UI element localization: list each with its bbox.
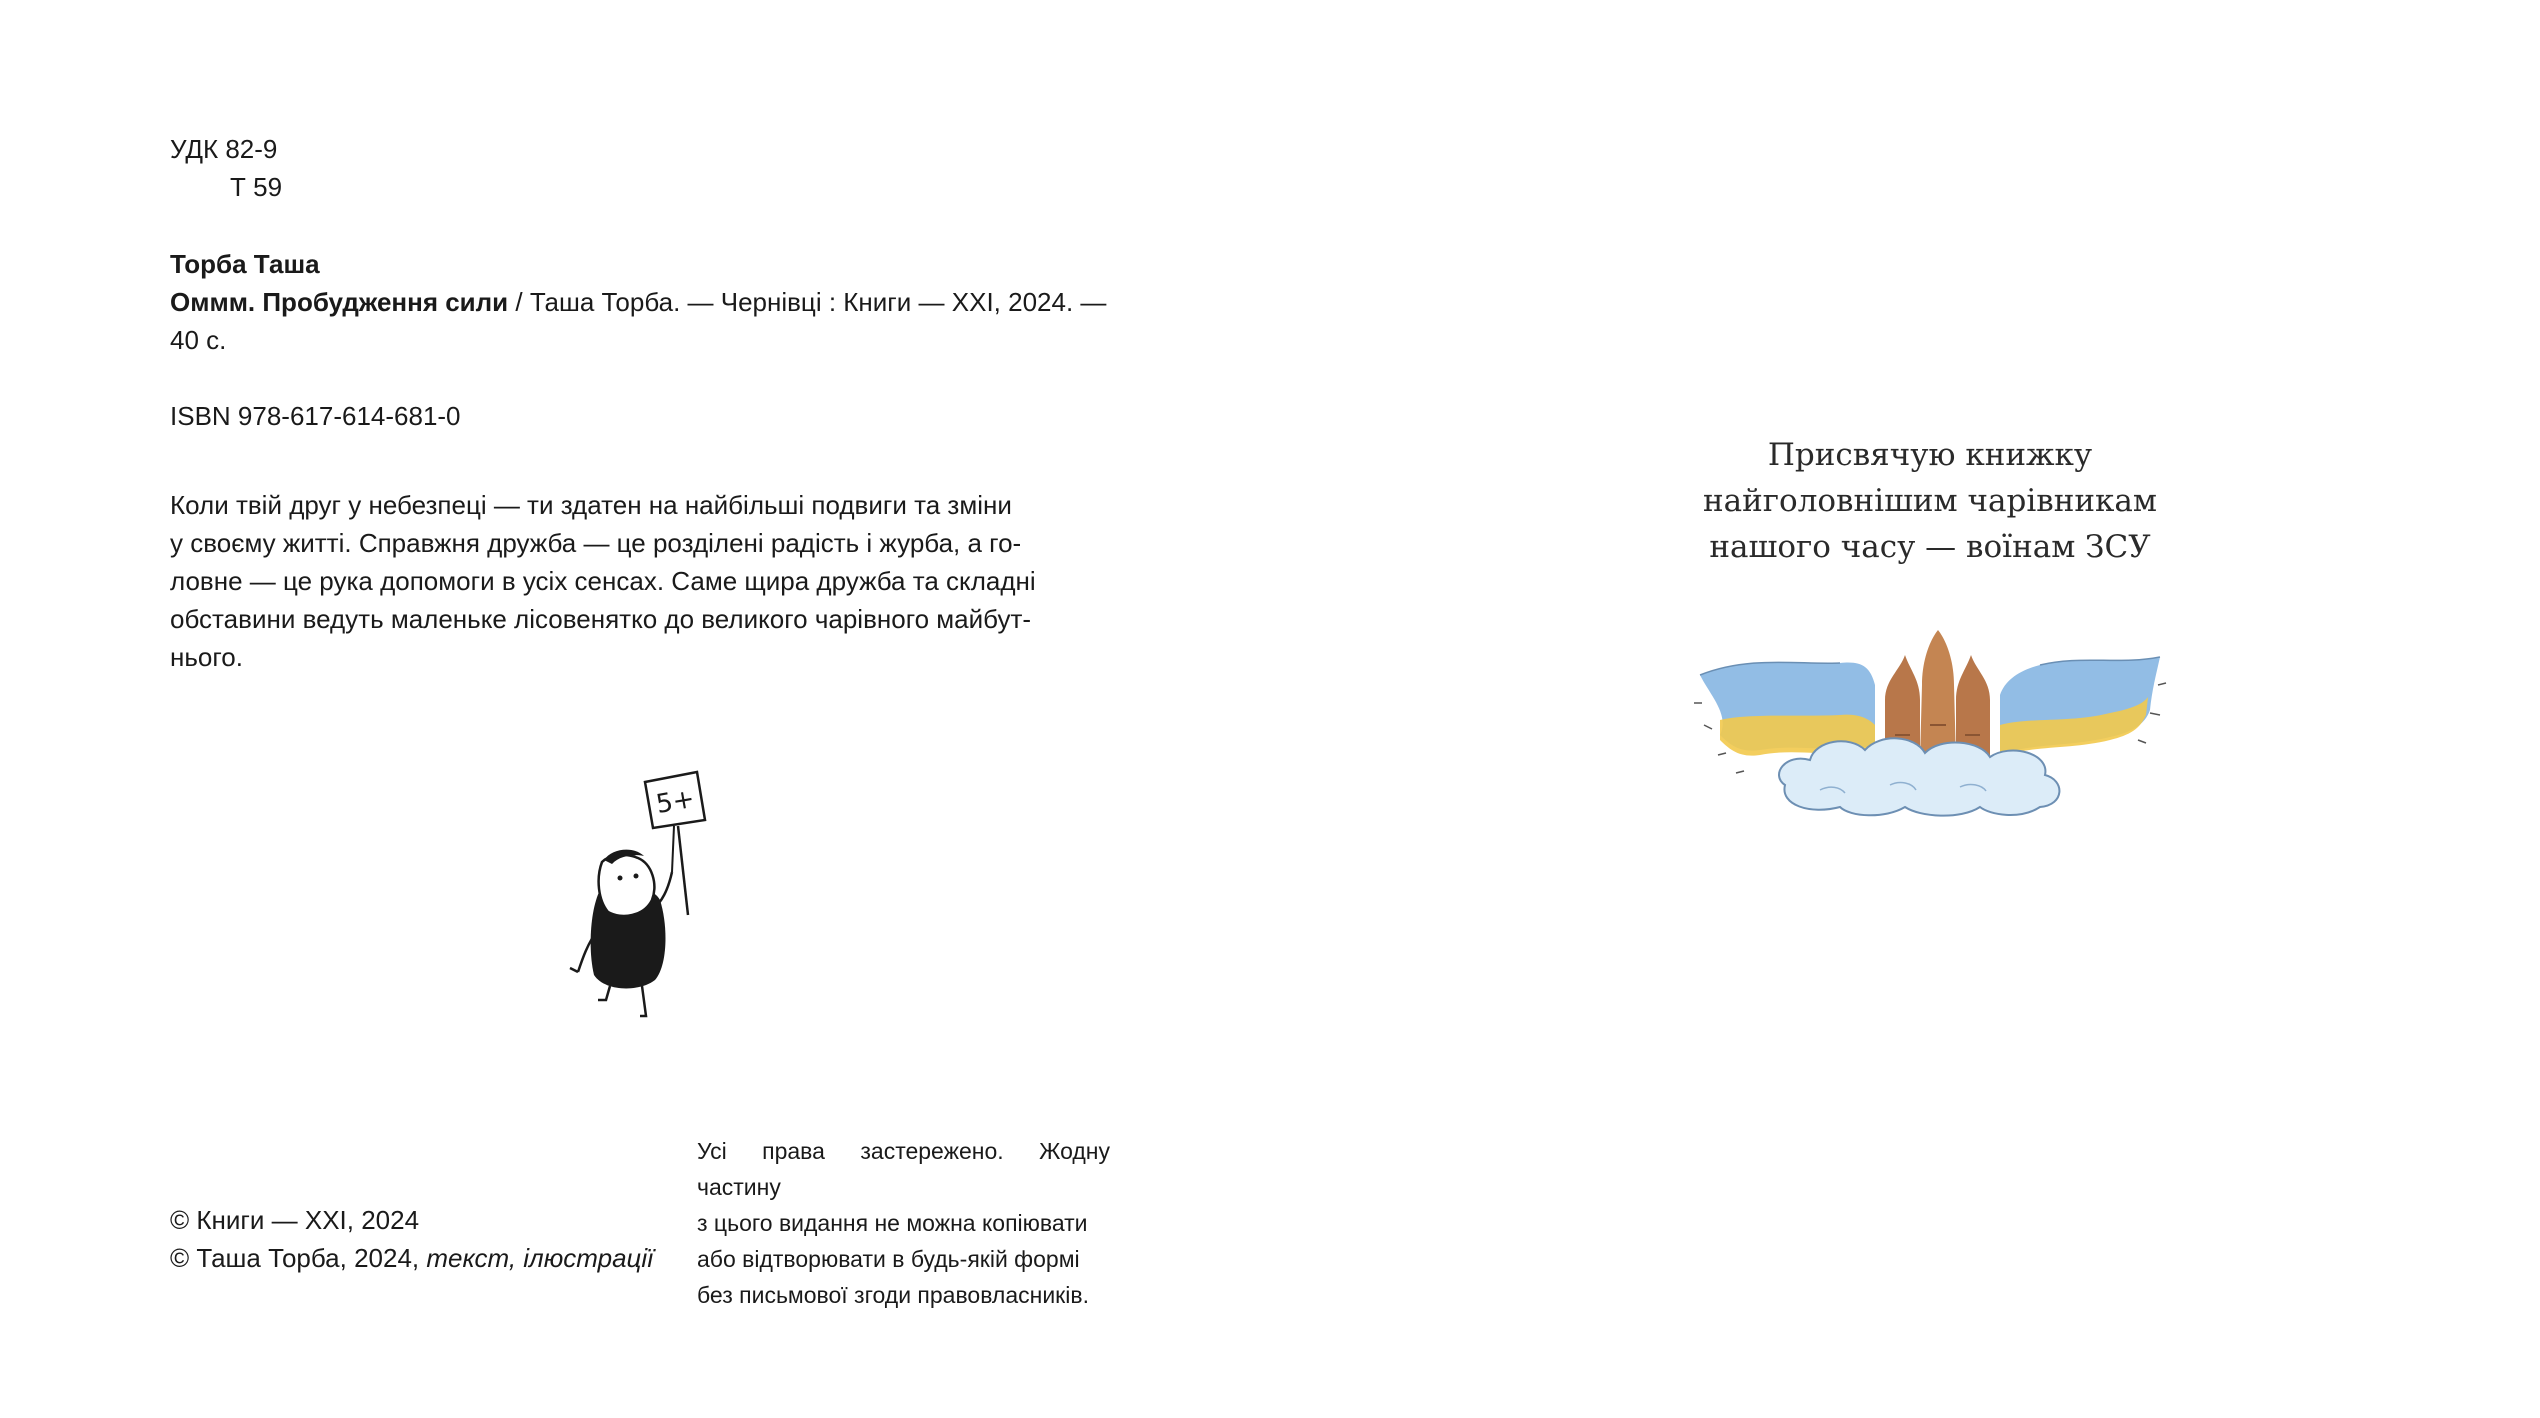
age-sign-label: 5+ [653, 783, 697, 821]
rights-line: Усі права застережено. Жодну частину [697, 1138, 1110, 1200]
dedication-line: Присвячую книжку [1767, 437, 2093, 473]
copyright-block [170, 1201, 730, 1277]
right-flag-icon [2000, 657, 2160, 757]
dedication-line: найголовнішим чарівникам [1702, 483, 2158, 519]
copyright-publisher: © Книги — ХХІ, 2024 [170, 1205, 420, 1235]
biblio-title: Оммм. Пробудження сили [170, 287, 509, 317]
annotation-line: обставини ведуть маленьке лісовенятко до великого чарівного майбут- [170, 604, 1032, 634]
annotation-line: ловне — це рука допомоги в усіх сенсах. Саме щира дружба та складні [170, 566, 1036, 596]
biblio-author: Торба Таша [170, 249, 320, 279]
biblio-responsibility: / Таша Торба. — Чернівці : Книги — ХХІ, 2024. — [508, 287, 1107, 317]
copyright-author-line [170, 1239, 730, 1277]
sheep-with-age-sign-illustration [560, 760, 720, 1020]
rights-line: без письмової згоди правовласників. [697, 1282, 1089, 1308]
rights-notice [697, 1133, 1110, 1313]
dedication [1640, 432, 2220, 570]
annotation-line: нього. [170, 642, 243, 672]
biblio-pages: 40 с. [170, 325, 227, 355]
annotation-line: Коли твій друг у небезпеці — ти здатен на найбільші подвиги та зміни [170, 490, 1012, 520]
rights-line: або відтворювати в будь-якій формі [697, 1246, 1080, 1272]
sheep-icon [570, 850, 672, 1016]
dedication-line: нашого часу — воїнам ЗСУ [1709, 529, 2151, 565]
trident-flags-cloud-illustration [1690, 625, 2170, 825]
copyright-author-scope: текст, ілюстрації [426, 1243, 653, 1273]
biblio-title-line [170, 283, 1110, 321]
rights-line: з цього видання не можна копіювати [697, 1210, 1088, 1236]
annotation-line: у своєму житті. Справжня дружба — це розділені радість і журба, а го- [170, 528, 1022, 558]
annotation [170, 486, 1110, 676]
author-code: Т 59 [230, 172, 283, 202]
cloud-icon [1779, 738, 2059, 815]
udk-block [170, 130, 282, 206]
isbn: ISBN 978-617-614-681-0 [170, 401, 461, 431]
copyright-author: © Таша Торба, 2024, [170, 1243, 427, 1273]
udk-line: УДК 82-9 [170, 134, 278, 164]
bibliographic-record [170, 245, 1110, 359]
